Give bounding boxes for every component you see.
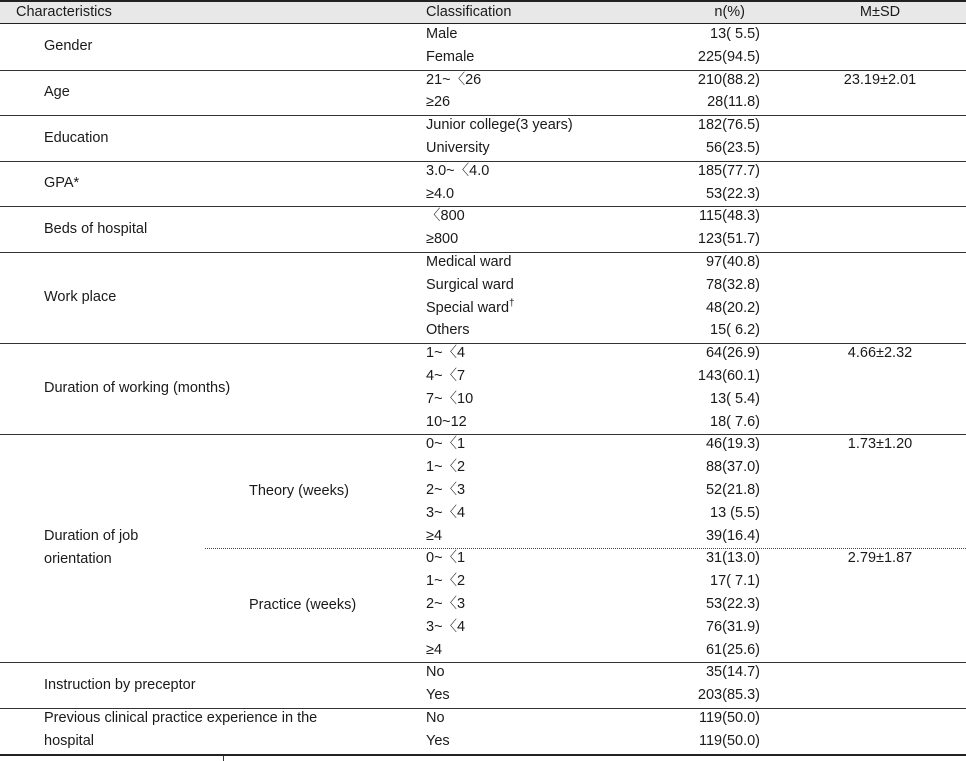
characteristic-label: GPA* (44, 175, 80, 192)
characteristic-label: Education (44, 129, 109, 146)
classification-cell (426, 433, 465, 456)
n-percent-cell: 28(11.8) (707, 94, 760, 111)
classification-text: 0~〈1 (426, 436, 466, 453)
classification-cell (426, 69, 481, 92)
classification-cell (426, 228, 458, 251)
header-classification: Classification (426, 4, 512, 20)
n-percent-cell: 56(23.5) (705, 140, 760, 156)
n-percent-cell: 143(60.1) (697, 368, 760, 384)
classification-text: 4~〈7 (426, 368, 466, 384)
table-bottom-rule (0, 754, 966, 756)
classification-cell (426, 137, 490, 160)
characteristic-label: Age (44, 83, 70, 100)
classification-cell (426, 91, 450, 114)
n-percent-cell: 225(94.5) (697, 48, 760, 65)
characteristic-label: Duration of job (44, 528, 139, 545)
n-percent-cell: 97(40.8) (705, 254, 760, 270)
classification-text: ≥26 (426, 94, 451, 111)
characteristic-label: Previous clinical practice experience in the (44, 709, 318, 726)
characteristic-label: Duration of working (months) (44, 380, 231, 397)
classification-cell (426, 525, 442, 548)
classification-cell (426, 479, 465, 502)
classification-text: 2~〈3 (426, 596, 466, 612)
classification-text: 2~〈3 (426, 482, 466, 498)
mean-sd-cell: 23.19±2.01 (843, 71, 917, 88)
classification-text: Special ward (426, 299, 510, 316)
classification-cell (426, 570, 465, 593)
classification-cell (426, 297, 515, 320)
mean-sd-cell: 4.66±2.32 (847, 345, 913, 362)
subgroup-label: Theory (weeks) (249, 482, 349, 499)
classification-cell (426, 730, 450, 753)
n-percent-cell: 48(20.2) (705, 299, 760, 316)
n-percent-cell: 46(19.3) (705, 436, 760, 453)
classification-cell (426, 616, 465, 639)
classification-text: 1~〈2 (426, 573, 466, 590)
characteristic-label: Instruction by preceptor (44, 676, 196, 693)
classification-cell (426, 183, 454, 206)
n-percent-cell: 64(26.9) (705, 345, 760, 362)
n-percent-cell: 13( 5.5) (710, 26, 760, 42)
n-percent-cell: 15( 6.2) (710, 322, 760, 339)
classification-text: 3.0~〈4.0 (426, 162, 490, 179)
classification-text: 0~〈1 (426, 550, 466, 567)
n-percent-cell: 88(37.0) (705, 459, 760, 476)
classification-cell (426, 547, 465, 570)
classification-text: No (426, 664, 445, 681)
n-percent-cell: 182(76.5) (697, 117, 760, 134)
n-percent-cell: 13( 5.4) (710, 390, 760, 407)
classification-text: 1~〈4 (426, 345, 466, 362)
n-percent-cell: 203(85.3) (697, 687, 760, 704)
classification-text: 3~〈4 (426, 618, 466, 635)
classification-cell (426, 411, 467, 434)
classification-cell (426, 388, 473, 411)
classification-text: Female (426, 48, 475, 65)
classification-cell (426, 114, 573, 137)
classification-cell (426, 251, 511, 274)
classification-text: ≥4 (426, 527, 443, 544)
n-percent-cell: 119(50.0) (699, 710, 760, 726)
classification-cell (426, 274, 514, 297)
n-percent-cell: 17( 7.1) (710, 573, 760, 590)
classification-text: 7~〈10 (426, 390, 474, 407)
n-percent-cell: 185(77.7) (697, 162, 760, 179)
classification-cell (426, 365, 465, 388)
classification-cell (426, 46, 474, 69)
n-percent-cell: 31(13.0) (705, 550, 760, 567)
classification-text: Junior college(3 years) (426, 117, 573, 134)
classification-text: 21~〈26 (426, 71, 482, 88)
characteristic-label: Gender (44, 38, 93, 55)
classification-cell (426, 639, 442, 662)
classification-text: No (426, 710, 445, 726)
characteristic-label: Work place (44, 289, 117, 306)
n-percent-cell: 53(22.3) (705, 596, 760, 612)
characteristic-label: hospital (44, 732, 94, 749)
classification-cell (426, 661, 445, 684)
footnote-mark: † (509, 297, 515, 309)
classification-cell (426, 456, 465, 479)
group-divider (0, 662, 966, 663)
classification-text: Surgical ward (426, 276, 514, 293)
classification-text: Others (426, 322, 470, 339)
mean-sd-cell: 1.73±1.20 (847, 436, 913, 453)
mean-sd-cell: 2.79±1.87 (847, 550, 913, 567)
classification-text: Yes (426, 732, 450, 749)
n-percent-cell: 52(21.8) (705, 482, 760, 498)
classification-cell (426, 684, 450, 707)
classification-cell (426, 342, 465, 365)
group-divider (0, 206, 966, 207)
classification-cell (426, 23, 457, 46)
n-percent-cell: 39(16.4) (705, 527, 760, 544)
n-percent-cell: 76(31.9) (705, 618, 760, 635)
classification-text: 〈800 (426, 208, 465, 225)
classification-text: Yes (426, 687, 450, 704)
classification-text: University (426, 140, 490, 156)
classification-cell (426, 502, 465, 525)
n-percent-cell: 115(48.3) (699, 208, 760, 225)
characteristic-label: Beds of hospital (44, 220, 148, 237)
footer-tick-mark (223, 756, 224, 761)
classification-text: Medical ward (426, 254, 512, 270)
classification-cell (426, 319, 470, 342)
n-percent-cell: 13 (5.5) (710, 504, 760, 521)
characteristic-label: orientation (44, 551, 112, 568)
n-percent-cell: 119(50.0) (699, 732, 760, 749)
classification-text: ≥4 (426, 641, 443, 658)
classification-text: Male (426, 26, 458, 42)
classification-cell (426, 205, 465, 228)
subgroup-label: Practice (weeks) (249, 596, 357, 613)
n-percent-cell: 53(22.3) (705, 185, 760, 202)
n-percent-cell: 61(25.6) (705, 641, 760, 658)
header-n-percent: n(%) (714, 4, 745, 20)
classification-text: ≥800 (426, 231, 459, 248)
classification-cell (426, 593, 465, 616)
n-percent-cell: 210(88.2) (697, 71, 760, 88)
classification-cell (426, 160, 489, 183)
classification-text: 10~12 (426, 413, 467, 430)
header-mean-sd: M±SD (859, 4, 901, 20)
n-percent-cell: 78(32.8) (705, 276, 760, 293)
classification-text: 1~〈2 (426, 459, 466, 476)
classification-text: ≥4.0 (426, 185, 455, 202)
classification-cell (426, 707, 445, 730)
n-percent-cell: 35(14.7) (705, 664, 760, 681)
n-percent-cell: 18( 7.6) (710, 413, 760, 430)
n-percent-cell: 123(51.7) (697, 231, 760, 248)
header-characteristics: Characteristics (16, 4, 112, 20)
classification-text: 3~〈4 (426, 504, 466, 521)
